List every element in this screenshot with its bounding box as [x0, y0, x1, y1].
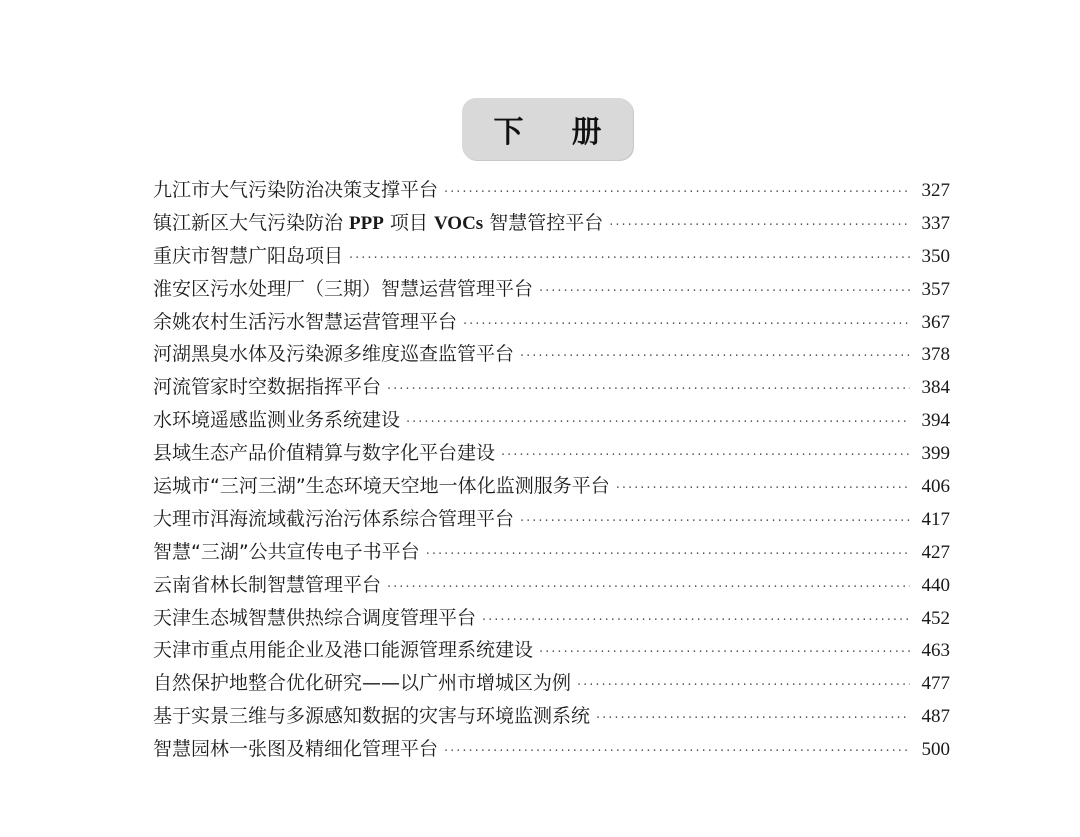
toc-dot-leader: [616, 473, 910, 506]
toc-entry[interactable]: [153, 174, 950, 207]
toc-entry-title: 天津市重点用能企业及港口能源管理系统建设: [153, 639, 534, 662]
toc-entry-title: 水环境遥感监测业务系统建设: [153, 409, 401, 432]
toc-dot-leader: [596, 703, 910, 736]
toc-entry-page-number: 399: [921, 443, 950, 465]
toc-dot-leader: [501, 440, 910, 473]
toc-entry-page-number: 417: [921, 508, 950, 530]
toc-entry[interactable]: [153, 437, 950, 470]
toc-dot-leader: [577, 670, 910, 703]
toc-dot-leader: [539, 276, 910, 309]
toc-entry-page-number: 378: [921, 344, 950, 366]
toc-dot-leader: [387, 572, 910, 605]
volume-title: 下册: [493, 115, 650, 150]
toc-entry-page-number: 452: [921, 607, 950, 629]
toc-entry-page-number: 477: [921, 673, 950, 695]
volume-header: [462, 98, 650, 160]
toc-entry-page-number: 406: [921, 476, 950, 498]
toc-entry-title: 自然保护地整合优化研究——以广州市增城区为例: [153, 672, 572, 695]
toc-entry-title: 淮安区污水处理厂（三期）智慧运营管理平台: [153, 277, 534, 300]
toc-dot-leader: [520, 341, 910, 374]
toc-entry-page-number: 500: [921, 739, 950, 761]
toc-dot-leader: [520, 506, 910, 539]
toc-entry[interactable]: [153, 371, 950, 404]
toc-dot-leader: [387, 374, 910, 407]
toc-entry-title: 镇江新区大气污染防治 PPP 项目 VOCs 智慧管控平台: [153, 211, 604, 234]
toc-dot-leader: [539, 637, 910, 670]
toc-entry-title: 河湖黑臭水体及污染源多维度巡查监管平台: [153, 343, 515, 366]
toc-entry-page-number: 487: [921, 706, 950, 728]
toc-entry-page-number: 350: [921, 245, 950, 267]
toc-entry-title: 余姚农村生活污水智慧运营管理平台: [153, 310, 458, 333]
toc-entry[interactable]: [153, 404, 950, 437]
toc-entry-page-number: 463: [921, 640, 950, 662]
toc-dot-leader: [349, 243, 910, 276]
toc-dot-leader: [444, 177, 910, 210]
toc-entry[interactable]: [153, 503, 950, 536]
toc-entry-page-number: 327: [921, 180, 950, 201]
toc-entry-title: 基于实景三维与多源感知数据的灾害与环境监测系统: [153, 705, 591, 728]
toc-dot-leader: [426, 539, 910, 572]
toc-entry-title: 云南省林长制智慧管理平台: [153, 573, 382, 596]
table-of-contents: [153, 174, 950, 766]
toc-entry-title: 重庆市智慧广阳岛项目: [153, 244, 344, 267]
toc-dot-leader: [463, 309, 910, 342]
toc-entry-title: 九江市大气污染防治决策支撑平台: [153, 179, 439, 201]
toc-entry[interactable]: [153, 470, 950, 503]
toc-dot-leader: [482, 605, 910, 638]
toc-entry-title: 河流管家时空数据指挥平台: [153, 376, 382, 399]
toc-entry[interactable]: [153, 306, 950, 339]
toc-entry[interactable]: [153, 700, 950, 733]
toc-entry[interactable]: [153, 273, 950, 306]
toc-dot-leader: [609, 210, 910, 243]
toc-entry[interactable]: [153, 602, 950, 635]
toc-dot-leader: [444, 736, 910, 769]
toc-entry[interactable]: [153, 338, 950, 371]
toc-entry-title: 智慧“三湖”公共宣传电子书平台: [153, 540, 420, 563]
toc-entry-title: 运城市“三河三湖”生态环境天空地一体化监测服务平台: [153, 475, 610, 498]
toc-entry-page-number: 440: [921, 574, 950, 596]
toc-entry-page-number: 427: [921, 541, 950, 563]
toc-entry[interactable]: [153, 240, 950, 273]
toc-entry-page-number: 337: [921, 212, 950, 234]
toc-entry[interactable]: [153, 207, 950, 240]
toc-entry[interactable]: [153, 536, 950, 569]
toc-entry[interactable]: [153, 733, 950, 766]
toc-entry-title: 大理市洱海流域截污治污体系综合管理平台: [153, 507, 515, 530]
toc-entry[interactable]: [153, 634, 950, 667]
toc-entry-page-number: 357: [921, 278, 950, 300]
toc-entry[interactable]: [153, 569, 950, 602]
toc-entry-title: 天津生态城智慧供热综合调度管理平台: [153, 606, 477, 629]
toc-entry[interactable]: [153, 667, 950, 700]
toc-entry-title: 智慧园林一张图及精细化管理平台: [153, 738, 439, 761]
toc-entry-page-number: 384: [921, 377, 950, 399]
toc-entry-page-number: 367: [921, 311, 950, 333]
toc-entry-page-number: 394: [921, 410, 950, 432]
toc-dot-leader: [406, 407, 910, 440]
toc-entry-title: 县域生态产品价值精算与数字化平台建设: [153, 442, 496, 465]
